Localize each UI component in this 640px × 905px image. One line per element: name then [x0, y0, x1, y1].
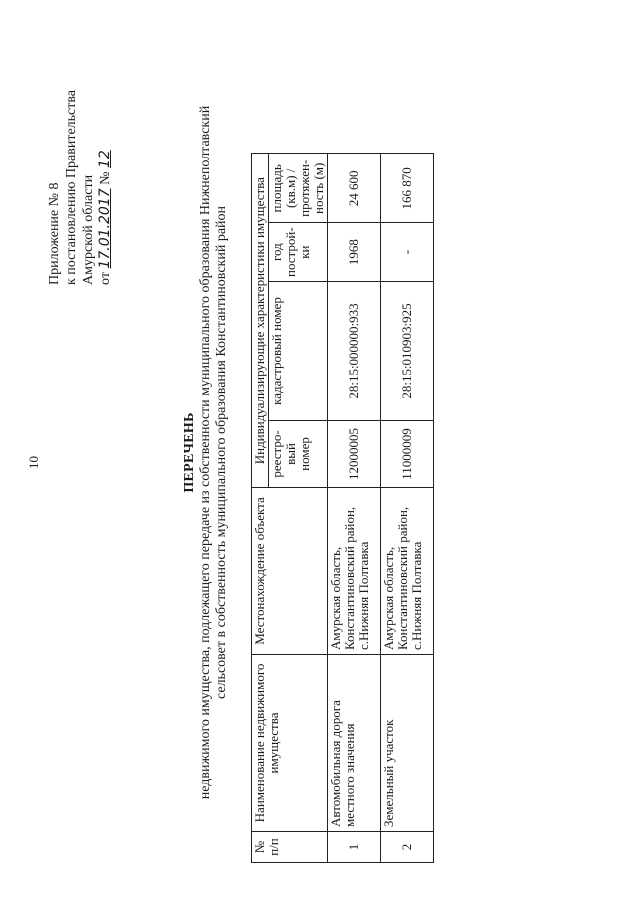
number-value: 12: [97, 150, 113, 169]
cell-num: 2: [381, 832, 434, 863]
header-characteristics: Индивидуализирующие характеристики имущества: [252, 154, 269, 488]
date-value: 17.01.2017: [97, 188, 113, 269]
annex-line-3: Амурской области: [81, 174, 96, 285]
cell-name: Автомобильная дорога местного значения: [328, 655, 381, 832]
header-name: Наименование недвижимого имущества: [252, 655, 328, 832]
annex-line-1: Приложение № 8: [47, 182, 62, 285]
page-number: 10: [26, 456, 41, 469]
cell-registry: 11000009: [381, 421, 434, 488]
cell-location: Амурская область, Константиновский район, с.Нижняя Полтавка: [381, 488, 434, 655]
subtitle-line-2: сельсовет в собственность муниципального образования Константиновский район: [214, 205, 229, 700]
document-title: ПЕРЕЧЕНЬ: [182, 412, 197, 493]
annex-block: [46, 90, 114, 285]
annex-date-line: [97, 90, 114, 285]
header-year: год построй-ки: [269, 223, 328, 282]
header-location: Местонахождение объекта: [252, 488, 328, 655]
annex-line-2: к постановлению Правительства: [64, 89, 79, 285]
table-row: [328, 154, 381, 863]
header-area: площадь (кв.м) / протяжен-ность (м): [269, 154, 328, 223]
header-cadastral: кадастровый номер: [269, 282, 328, 421]
cell-location: Амурская область, Константиновский район, с.Нижняя Полтавка: [328, 488, 381, 655]
cell-registry: 12000005: [328, 421, 381, 488]
date-prefix: от: [98, 272, 113, 285]
cell-num: 1: [328, 832, 381, 863]
table-row: [381, 154, 434, 863]
cell-cadastral: 28:15:000000:933: [328, 282, 381, 421]
cell-cadastral: 28:15:010903:925: [381, 282, 434, 421]
cell-area: 24 600: [328, 154, 381, 223]
cell-name: Земельный участок: [381, 655, 434, 832]
document-subtitle: [198, 60, 230, 845]
header-registry: реестро-вый номер: [269, 421, 328, 488]
property-table: [251, 153, 434, 863]
cell-year: 1968: [328, 223, 381, 282]
subtitle-line-1: недвижимого имущества, подлежащего передаче из собственности муниципального образования Нижнеполтавский: [198, 105, 213, 800]
number-prefix: №: [98, 171, 113, 185]
cell-area: 166 870: [381, 154, 434, 223]
header-num: № п/п: [252, 832, 328, 863]
cell-year: -: [381, 223, 434, 282]
